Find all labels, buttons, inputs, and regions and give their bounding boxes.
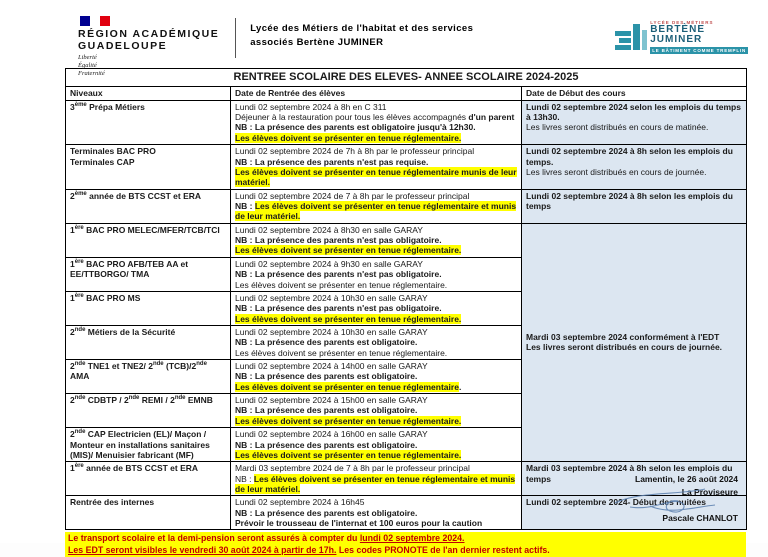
text-line: [235, 348, 517, 358]
table-row: [66, 223, 747, 257]
rentree-cell: [231, 360, 522, 394]
text-segment: ère: [74, 258, 84, 265]
text-segment: Terminales BAC PRO: [70, 146, 156, 157]
text-line: [70, 191, 226, 201]
text-line: [235, 382, 517, 392]
niveaux-cell: [66, 145, 231, 189]
text-segment: Lundi 02 septembre 2024 à 8h selon les emplois du temps.: [526, 146, 733, 167]
text-segment: NB : La présence des parents est obligatoire.: [235, 371, 418, 382]
text-line: [235, 450, 517, 460]
text-line: [526, 146, 742, 167]
text-segment: NB : La présence des parents n'est pas obligatoire.: [235, 235, 442, 246]
motto-line: Liberté: [78, 54, 97, 62]
niveaux-cell: [66, 428, 231, 462]
text-segment: année de BTS CCST et ERA: [83, 463, 199, 474]
text-segment: Lundi 02 septembre 2024 de 7h à 8h par le professeur principal: [235, 146, 475, 157]
text-segment: 1: [70, 224, 75, 235]
rentree-cell: [231, 325, 522, 359]
text-line: [235, 201, 517, 222]
logo-bottom-label: LE BÂTIMENT COMME TREMPLIN: [652, 48, 746, 53]
rentree-table: [65, 68, 747, 530]
text-segment: EE/TTBORGO/ TMA: [70, 269, 150, 280]
text-segment: ère: [74, 463, 84, 470]
niveaux-cell: [66, 325, 231, 359]
text-segment: 1: [70, 463, 75, 474]
text-segment: NB : La présence des parents n'est pas obligatoire.: [235, 303, 442, 314]
text-line: [70, 497, 226, 507]
text-segment: AMA: [70, 371, 90, 382]
text-line: [235, 280, 517, 290]
signature-role: La Proviseure: [681, 486, 738, 497]
debut-cell: [522, 189, 747, 223]
text-segment: Lundi 02 septembre 2024 à 15h00 en salle GARAY: [235, 395, 428, 406]
text-segment: (TCB)/2: [163, 361, 197, 372]
text-line: [68, 545, 743, 556]
text-segment: Déjeuner à la restauration pour tous les élèves accompagnés: [235, 112, 469, 123]
debut-cell: [522, 145, 747, 189]
text-line: [70, 225, 226, 235]
text-line: [235, 497, 517, 507]
text-segment: ère: [74, 224, 84, 231]
text-segment: 1: [70, 258, 75, 269]
text-segment: Mardi 03 septembre 2024 conformément à l'EDT: [526, 332, 720, 343]
text-line: [68, 533, 743, 544]
text-line: [70, 293, 226, 303]
text-line: [235, 429, 517, 439]
text-segment: d'un parent: [468, 112, 515, 123]
text-segment: BAC PRO MELEC/MFER/TCB/TCI: [83, 224, 220, 235]
text-line: [70, 361, 226, 382]
text-line: [235, 395, 517, 405]
text-segment: 2: [70, 395, 75, 406]
text-line: [70, 429, 226, 439]
text-segment: 2: [70, 190, 75, 201]
text-segment: Métiers de la Sécurité: [85, 326, 176, 337]
text-line: [70, 269, 226, 279]
text-segment: Les élèves doivent se présenter en tenue réglementaire: [235, 381, 459, 392]
text-segment: NB : La présence des parents n'est pas requise.: [235, 156, 429, 167]
text-segment: Les élèves doivent se présenter en tenue réglementaire.: [235, 415, 462, 426]
region-name-line1: RÉGION ACADÉMIQUE: [78, 28, 220, 40]
text-segment: Lundi 02 septembre 2024 à 14h00 en salle GARAY: [235, 361, 428, 372]
text-segment: Les élèves doivent se présenter en tenue réglementaire.: [235, 132, 462, 143]
school-title: [250, 16, 473, 51]
rentree-cell: [231, 189, 522, 223]
text-line: [70, 395, 226, 405]
text-segment: Lundi 02 septembre 2024 à 8h30 en salle GARAY: [235, 224, 423, 235]
text-line: [235, 508, 517, 518]
text-line: [70, 157, 226, 167]
text-segment: Le transport scolaire et la demi-pension seront assurés à compter du: [68, 533, 360, 544]
logo-name-line2: JUMINER: [650, 34, 703, 45]
text-segment: Lundi 02 septembre 2024 à 9h30 en salle GARAY: [235, 258, 423, 269]
text-segment: Les élèves doivent se présenter en tenue réglementaire.: [235, 347, 448, 358]
text-line: [235, 416, 517, 426]
footer-notes: [65, 532, 746, 557]
text-line: [235, 463, 517, 473]
text-segment: Les livres seront distribués en cours de journée.: [526, 166, 707, 177]
text-segment: NB : La présence des parents est obligatoire.: [235, 337, 418, 348]
text-segment: Lundi 02 septembre 2024 à 10h30 en salle GARAY: [235, 292, 428, 303]
motto-line: Égalité: [78, 62, 97, 70]
column-header-debut: Date de Début des cours: [522, 87, 747, 100]
text-line: [235, 361, 517, 371]
motto: [78, 54, 219, 78]
logo-name-line1: BERTÈNE: [650, 24, 705, 35]
school-title-line1: Lycée des Métiers de l'habitat et des services: [250, 23, 474, 34]
table-row: [66, 100, 747, 144]
text-segment: 3: [70, 101, 75, 112]
text-line: [235, 337, 517, 347]
text-segment: NB : La présence des parents est obligatoire.: [235, 507, 418, 518]
text-segment: NB : La présence des parents est obligatoire.: [235, 439, 418, 450]
niveaux-cell: [66, 257, 231, 291]
text-line: [235, 102, 517, 112]
text-line: [235, 314, 517, 324]
text-line: [235, 167, 517, 188]
text-line: [70, 450, 226, 460]
rentree-cell: [231, 496, 522, 530]
text-line: [70, 327, 226, 337]
text-segment: REMI / 2: [139, 395, 175, 406]
niveaux-cell: [66, 360, 231, 394]
niveaux-cell: [66, 496, 231, 530]
text-line: [70, 259, 226, 269]
text-segment: .: [458, 381, 462, 392]
text-line: [70, 440, 226, 450]
text-line: [70, 102, 226, 112]
text-segment: Les élèves doivent se présenter en tenue réglementaire.: [235, 313, 462, 324]
french-flag-icon: [80, 16, 110, 26]
text-segment: NB : La présence des parents est obligatoire jusqu'à 12h30.: [235, 122, 476, 133]
text-segment: Rentrée des internes: [70, 497, 155, 508]
text-segment: Les codes PRONOTE de l'an dernier restent actifs.: [336, 544, 550, 555]
text-line: [235, 259, 517, 269]
motto-line: Fraternité: [78, 70, 105, 78]
text-segment: Les élèves doivent se présenter en tenue réglementaire et munis de leur matériel.: [235, 201, 517, 222]
signature-name: Pascale CHANLOT: [662, 513, 738, 524]
text-segment: Lundi 02 septembre 2024 à 8h selon les emplois du temps: [526, 190, 733, 211]
school-logo-text: [650, 20, 748, 54]
text-line: [235, 474, 517, 495]
text-line: [526, 122, 742, 132]
text-segment: Les élèves doivent se présenter en tenue réglementaire.: [235, 245, 462, 256]
text-line: [235, 303, 517, 313]
text-segment: nde: [74, 327, 86, 334]
table-body: [66, 100, 747, 530]
text-line: [235, 235, 517, 245]
text-segment: Les élèves doivent se présenter en tenue réglementaire.: [235, 449, 462, 460]
text-line: [235, 327, 517, 337]
text-segment: CDBTP / 2: [85, 395, 129, 406]
text-segment: nde: [74, 429, 86, 436]
signature-block: [635, 473, 738, 525]
text-line: [235, 157, 517, 167]
text-segment: nde: [152, 361, 164, 368]
niveaux-cell: [66, 100, 231, 144]
region-name-line2: GUADELOUPE: [78, 40, 168, 53]
text-line: [235, 293, 517, 303]
text-line: [235, 146, 517, 156]
text-line: [235, 225, 517, 235]
rentree-cell: [231, 145, 522, 189]
text-segment: Lundi 02 septembre 2024 à 8h en C 311: [235, 101, 387, 112]
text-segment: Terminales CAP: [70, 156, 135, 167]
text-segment: Les élèves doivent se présenter en tenue réglementaire.: [235, 279, 448, 290]
text-segment: 2: [70, 361, 75, 372]
rentree-cell: [231, 100, 522, 144]
text-segment: NB :: [235, 201, 255, 211]
text-segment: BAC PRO MS: [83, 292, 141, 303]
text-segment: CAP Electricien (EL)/ Maçon /: [85, 429, 207, 440]
rentree-cell: [231, 394, 522, 428]
text-line: [235, 440, 517, 450]
text-segment: ème: [74, 190, 87, 197]
text-segment: Les livres seront distribués en cours de journée.: [526, 342, 723, 353]
text-line: [235, 371, 517, 381]
text-segment: nde: [174, 395, 186, 402]
text-segment: NB :: [235, 473, 254, 484]
text-line: [70, 146, 226, 156]
text-line: [235, 133, 517, 143]
text-segment: 2: [70, 429, 75, 440]
building-icon: [615, 24, 647, 50]
text-line: [526, 102, 742, 123]
text-segment: Mardi 03 septembre 2024 à 8h selon les emplois du temps: [526, 463, 733, 484]
text-segment: EMNB: [185, 395, 213, 406]
text-line: [235, 518, 517, 528]
text-segment: Lundi 02 septembre 2024 à 16h45: [235, 497, 365, 508]
table-row: [66, 189, 747, 223]
text-line: [526, 167, 742, 177]
text-segment: Monteur en installations sanitaires: [70, 439, 210, 450]
text-segment: lundi 02 septembre 2024.: [359, 533, 465, 544]
text-segment: BAC PRO AFB/TEB AA et: [83, 258, 189, 269]
text-segment: 2: [70, 326, 75, 337]
logo-top-label: LYCÉE DES MÉTIERS: [650, 20, 714, 25]
text-segment: Lundi 02 septembre 2024- Début des nuitées: [526, 497, 706, 508]
text-line: [235, 269, 517, 279]
text-line: [526, 332, 742, 342]
text-segment: Les EDT seront visibles le vendredi 30 août 2024 à partir de 17h.: [68, 544, 337, 555]
debut-cell: [522, 100, 747, 144]
header-divider: [235, 18, 236, 58]
text-segment: 1: [70, 292, 75, 303]
text-segment: Les livres seront distribués en cours de matinée.: [526, 122, 709, 133]
text-segment: TNE1 et TNE2/ 2: [85, 361, 153, 372]
text-segment: Lundi 02 septembre 2024 selon les emplois du temps à 13h30.: [526, 101, 741, 123]
niveaux-cell: [66, 394, 231, 428]
niveaux-cell: [66, 462, 231, 496]
text-segment: nde: [128, 395, 140, 402]
table-header-row: [66, 87, 747, 100]
text-segment: Prépa Métiers: [86, 101, 145, 112]
text-segment: NB : La présence des parents est obligatoire.: [235, 405, 418, 416]
text-segment: Prévoir le trousseau de l'internat et 100 euros pour la caution: [235, 518, 483, 529]
text-segment: Lundi 02 septembre 2024 à 16h00 en salle GARAY: [235, 429, 428, 440]
text-segment: ère: [74, 293, 84, 300]
text-segment: Les élèves doivent se présenter en tenue réglementaire et munis de leur matériel.: [235, 473, 516, 494]
column-header-rentree: Date de Rentrée des élèves: [231, 87, 522, 100]
text-segment: Lundi 02 septembre 2024 à 10h30 en salle GARAY: [235, 326, 428, 337]
text-line: [70, 463, 226, 473]
niveaux-cell: [66, 291, 231, 325]
text-segment: Lundi 02 septembre 2024 de 7 à 8h par le professeur principal: [235, 190, 470, 201]
rentree-cell: [231, 291, 522, 325]
rentree-cell: [231, 257, 522, 291]
niveaux-cell: [66, 189, 231, 223]
school-title-line2: associés Bertène JUMINER: [250, 37, 384, 49]
signature-place-date: Lamentin, le 26 août 2024: [635, 473, 738, 484]
text-line: [235, 112, 517, 122]
text-line: [235, 405, 517, 415]
region-academique-logo: [78, 16, 219, 79]
rentree-cell: [231, 223, 522, 257]
text-segment: année de BTS CCST et ERA: [86, 190, 202, 201]
text-segment: NB : La présence des parents n'est pas obligatoire.: [235, 269, 442, 280]
text-segment: nde: [74, 361, 86, 368]
table-title: RENTREE SCOLAIRE DES ELEVES- ANNEE SCOLAIRE 2024-2025: [66, 69, 747, 87]
school-logo: [615, 16, 748, 54]
text-segment: Les élèves doivent se présenter en tenue réglementaire munis de leur matériel.: [235, 166, 517, 188]
rentree-cell: [231, 428, 522, 462]
debut-cell: [522, 223, 747, 462]
text-line: [526, 191, 742, 212]
rentree-cell: [231, 462, 522, 496]
text-line: [235, 245, 517, 255]
text-segment: Mardi 03 septembre 2024 de 7 à 8h par le professeur principal: [235, 463, 470, 474]
text-line: [235, 191, 517, 201]
text-line: [526, 342, 742, 352]
column-header-niveaux: Niveaux: [66, 87, 231, 100]
text-segment: nde: [74, 395, 86, 402]
text-segment: (MIS)/ Menuisier fabricant (MF): [70, 449, 194, 460]
text-segment: ème: [74, 101, 87, 108]
table-row: [66, 145, 747, 189]
text-line: [235, 122, 517, 132]
niveaux-cell: [66, 223, 231, 257]
text-segment: nde: [196, 361, 207, 368]
